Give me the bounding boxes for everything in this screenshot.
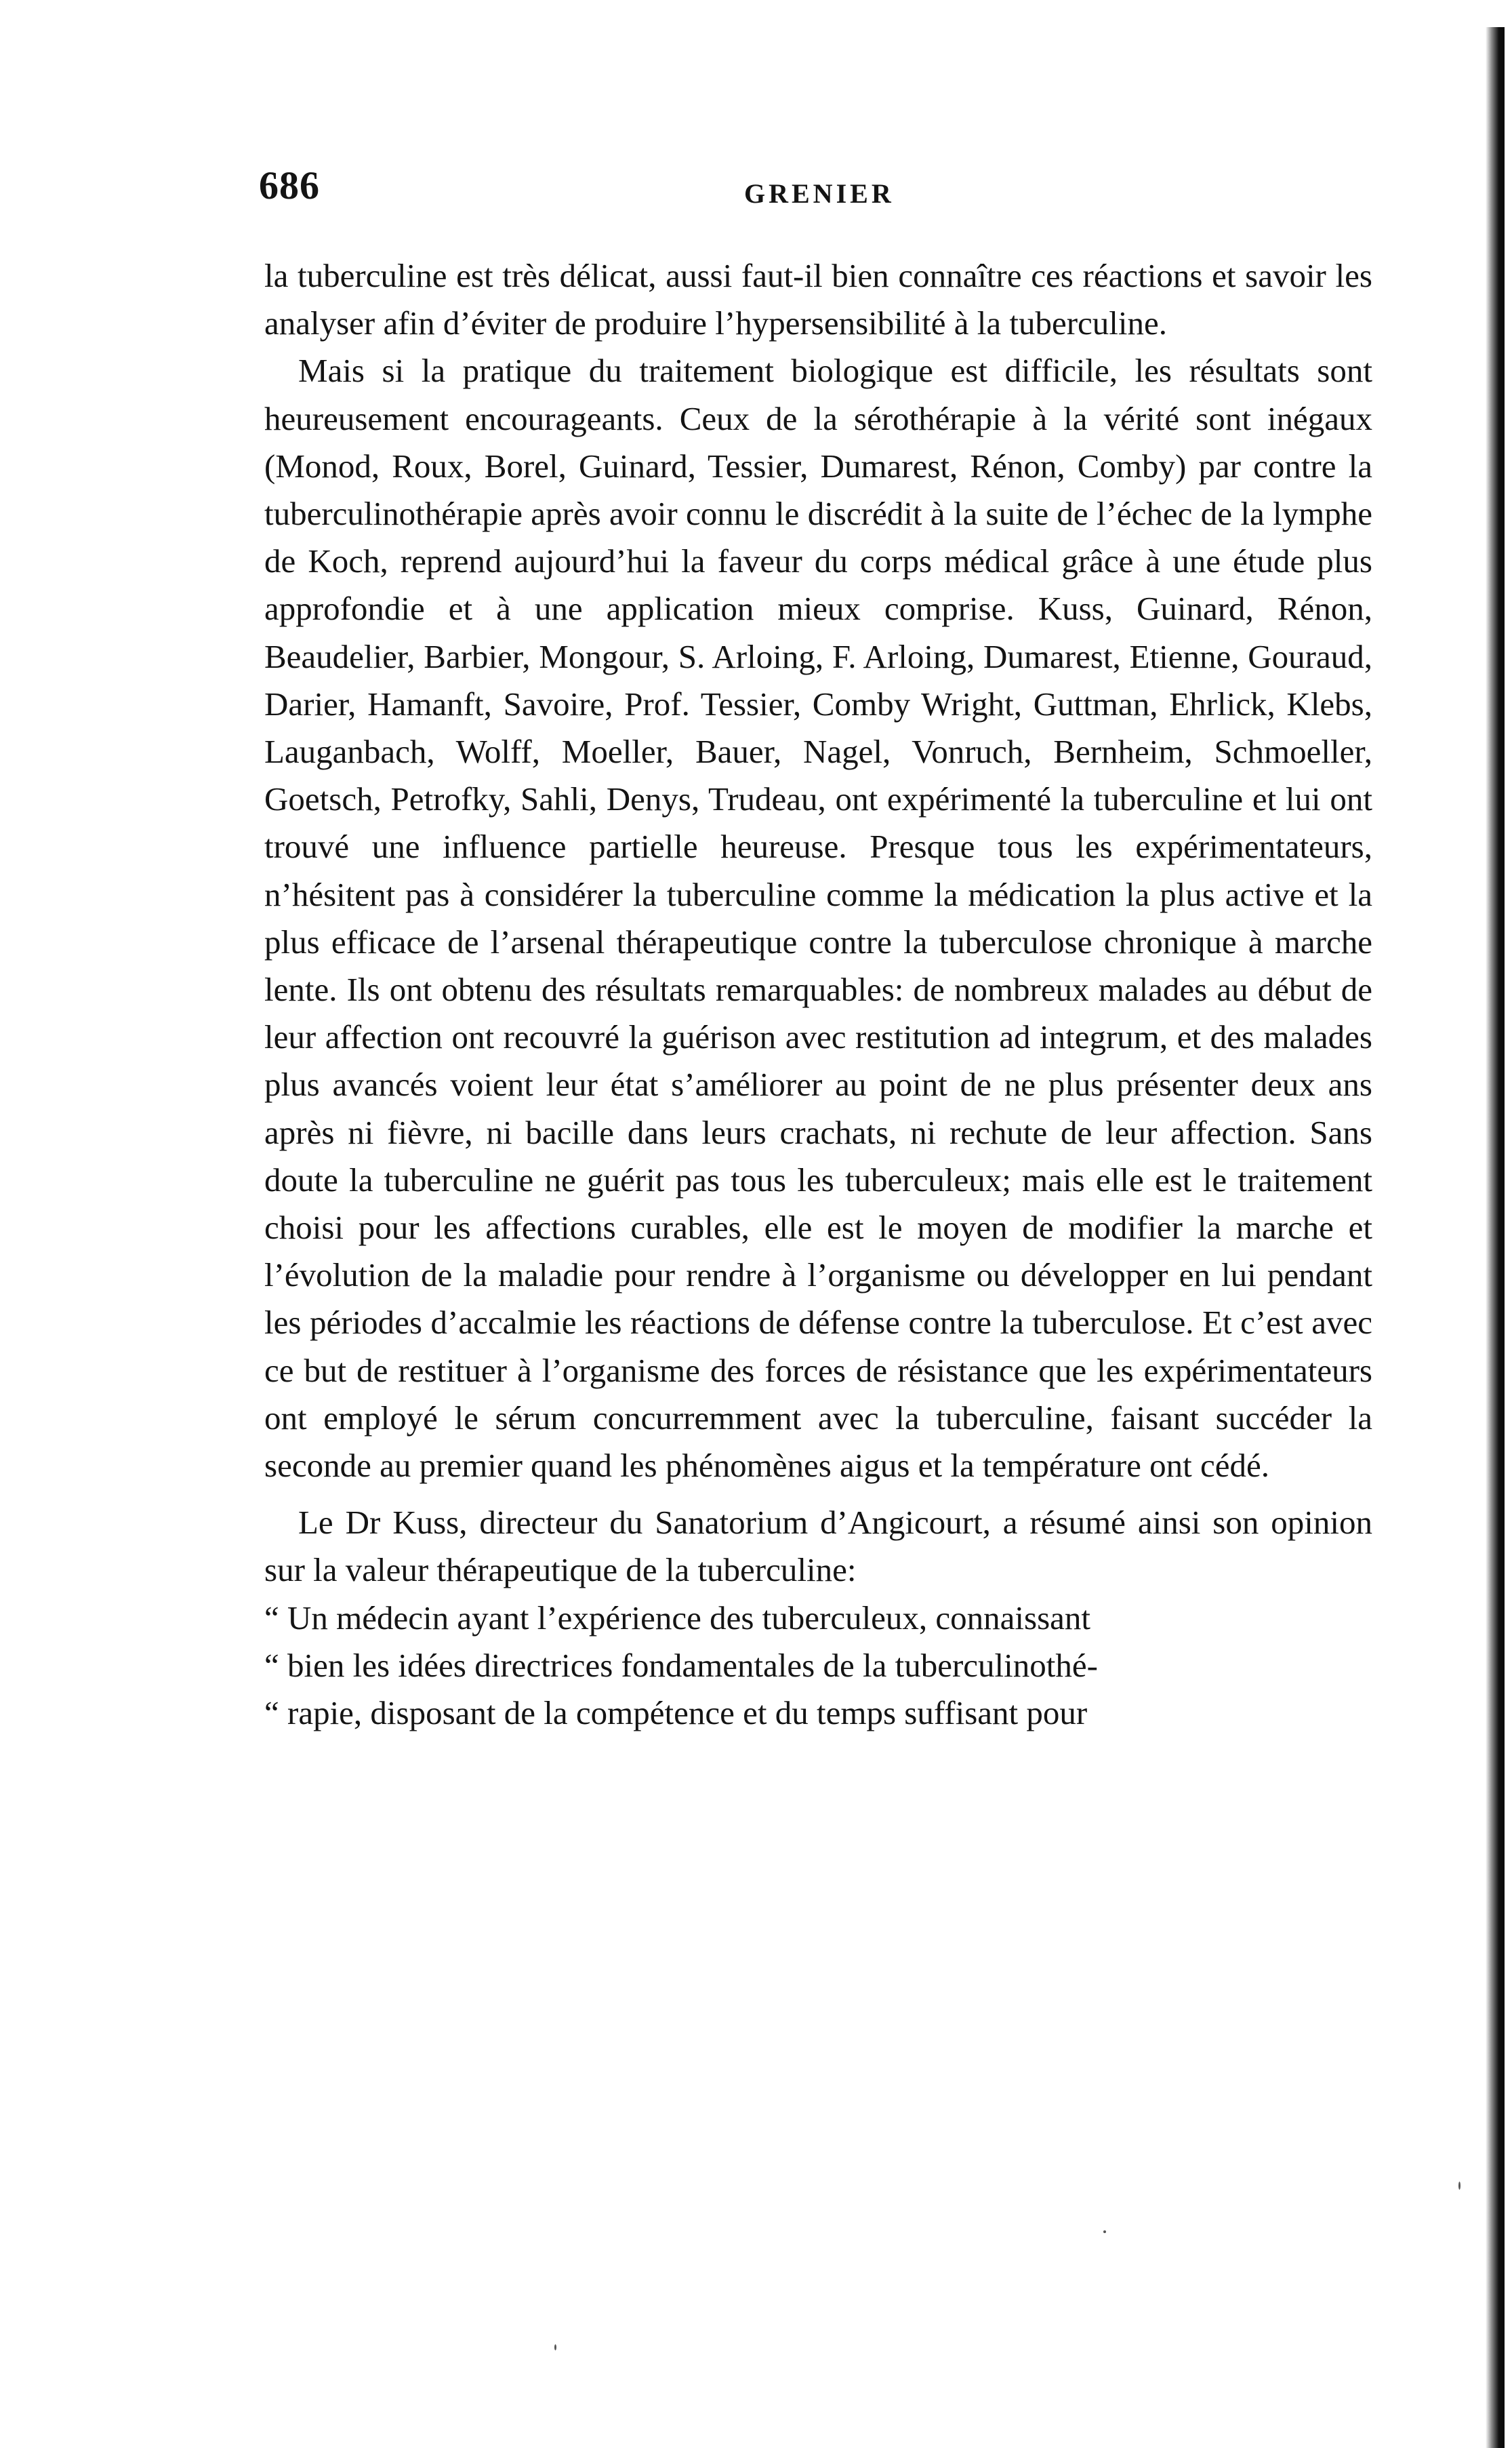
scan-speck [554, 2344, 556, 2350]
quote-line-1: “ Un médecin ayant l’expérience des tuberculeux, connaissant [264, 1599, 1091, 1637]
paragraph-1: la tuberculine est très délicat, aussi faut-il bien connaître ces réactions et savoir les analyser afin d’éviter de produire l’hypersensibilité à la tuberculine. [264, 257, 1372, 342]
scan-speck [1458, 2182, 1460, 2190]
quote-line-2: “ bien les idées directrices fondamentales de la tuberculinothé- [264, 1646, 1098, 1684]
page-edge-shadow [1486, 27, 1505, 2448]
scan-speck [1103, 2230, 1106, 2233]
quote-line-3: “ rapie, disposant de la compétence et du temps suffisant pour [264, 1694, 1088, 1732]
page-number: 686 [259, 163, 320, 207]
paragraph-2: Mais si la pratique du traitement biologique est difficile, les résultats sont heureusement encourageants. Ceux de la sérothérapie à la vérité sont inégaux (Monod, Roux, Borel, Guinard, Tessier, Dumarest, Rénon, Comby) par contre la tuberculinothérapie après avoir connu le discrédit à la suite de l’échec de la lymphe de Koch, reprend aujourd’hui la faveur du corps médical grâce à une étude plus approfondie et à une application mieux comprise. Kuss, Guinard, Rénon, Beaudelier, Barbier, Mongour, S. Arloing, F. Arloing, Dumarest, Etienne, Gouraud, Darier, Hamanft, Savoire, Prof. Tessier, Comby Wright, Guttman, Ehrlick, Klebs, Lauganbach, Wolff, Moeller, Bauer, Nagel, Vonruch, Bernheim, Schmoeller, Goetsch, Petrofky, Sahli, Denys, Trudeau, ont expérimenté la tuberculine et lui ont trouvé une influence partielle heureuse. Presque tous les expérimentateurs, n’hésitent pas à considérer la tuberculine comme la médication la plus active et la plus efficace de l’arsenal thérapeutique contre la tuberculose chronique à marche lente. Ils ont obtenu des résultats remarquables: de nombreux malades au début de leur affection ont recouvré la guérison avec restitution ad integrum, et des malades plus avancés voient leur état s’améliorer au point de ne plus présenter deux ans après ni fièvre, ni bacille dans leurs crachats, ni rechute de leur affection. Sans doute la tuberculine ne guérit pas tous les tuberculeux; mais elle est le traitement choisi pour les affections curables, elle est le moyen de modifier la marche et l’évolution de la maladie pour rendre à l’organisme ou développer en lui pendant les périodes d’accalmie les réactions de défense contre la tuberculose. Et c’est avec ce but de restituer à l’organisme des forces de résistance que les expérimentateurs ont employé le sérum concurremment avec la tuberculine, faisant succéder la seconde au premier quand les phénomènes aigus et la température ont cédé. [264, 352, 1372, 1485]
running-title: GRENIER [744, 178, 895, 209]
paragraph-3: Le Dr Kuss, directeur du Sanatorium d’Angicourt, a résumé ainsi son opinion sur la valeur thérapeutique de la tuberculine: [264, 1504, 1372, 1589]
body-text [264, 252, 1372, 1737]
